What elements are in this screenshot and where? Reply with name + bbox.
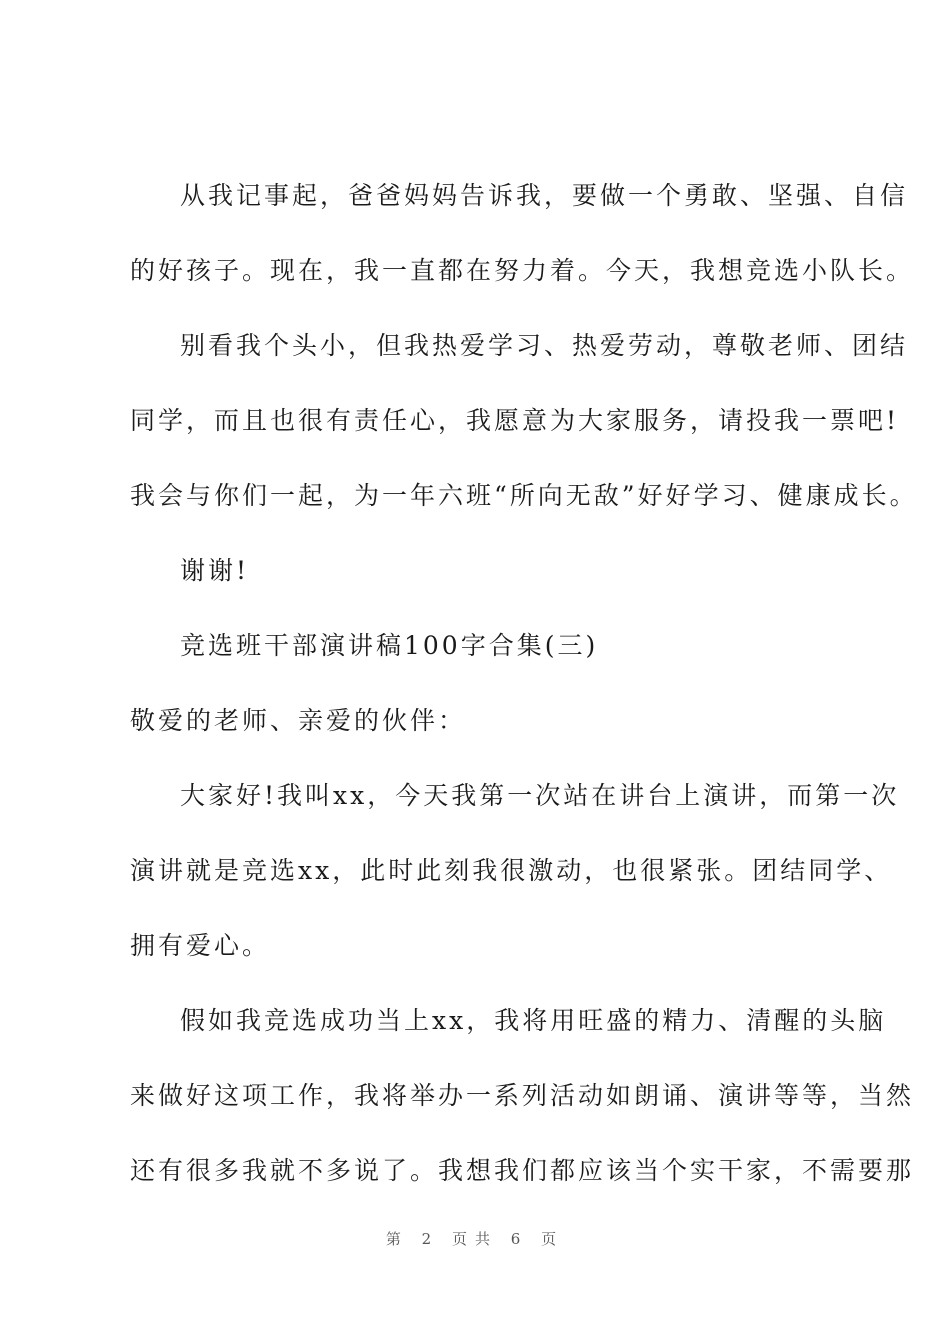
paragraph-line: 同学，而且也很有责任心，我愿意为大家服务，请投我一票吧! [130,406,900,435]
page-footer: 第 2 页共 6 页 [385,1230,565,1248]
paragraph-line: 别看我个头小，但我热爱学习、热爱劳动，尊敬老师、团结 [180,331,909,360]
paragraph-line: 还有很多我就不多说了。我想我们都应该当个实干家，不需要那 [130,1156,915,1185]
paragraph-line: 演讲就是竞选xx，此时此刻我很激动，也很紧张。团结同学、 [130,856,893,885]
paragraph-line: 大家好!我叫xx，今天我第一次站在讲台上演讲，而第一次 [180,781,900,810]
section-heading: 竞选班干部演讲稿100字合集(三) [180,631,599,660]
paragraph-line: 从我记事起，爸爸妈妈告诉我，要做一个勇敢、坚强、自信 [180,181,909,210]
salutation: 敬爱的老师、亲爱的伙伴： [130,706,467,735]
paragraph-line: 来做好这项工作，我将举办一系列活动如朗诵、演讲等等，当然 [130,1081,915,1110]
paragraph-line: 拥有爱心。 [130,931,271,960]
paragraph-line: 我会与你们一起，为一年六班“所向无敌”好好学习、健康成长。 [130,481,918,510]
paragraph-line: 假如我竞选成功当上xx，我将用旺盛的精力、清醒的头脑 [180,1006,887,1035]
paragraph-line: 的好孩子。现在，我一直都在努力着。今天，我想竞选小队长。 [130,256,915,285]
paragraph-line: 谢谢! [180,556,250,585]
